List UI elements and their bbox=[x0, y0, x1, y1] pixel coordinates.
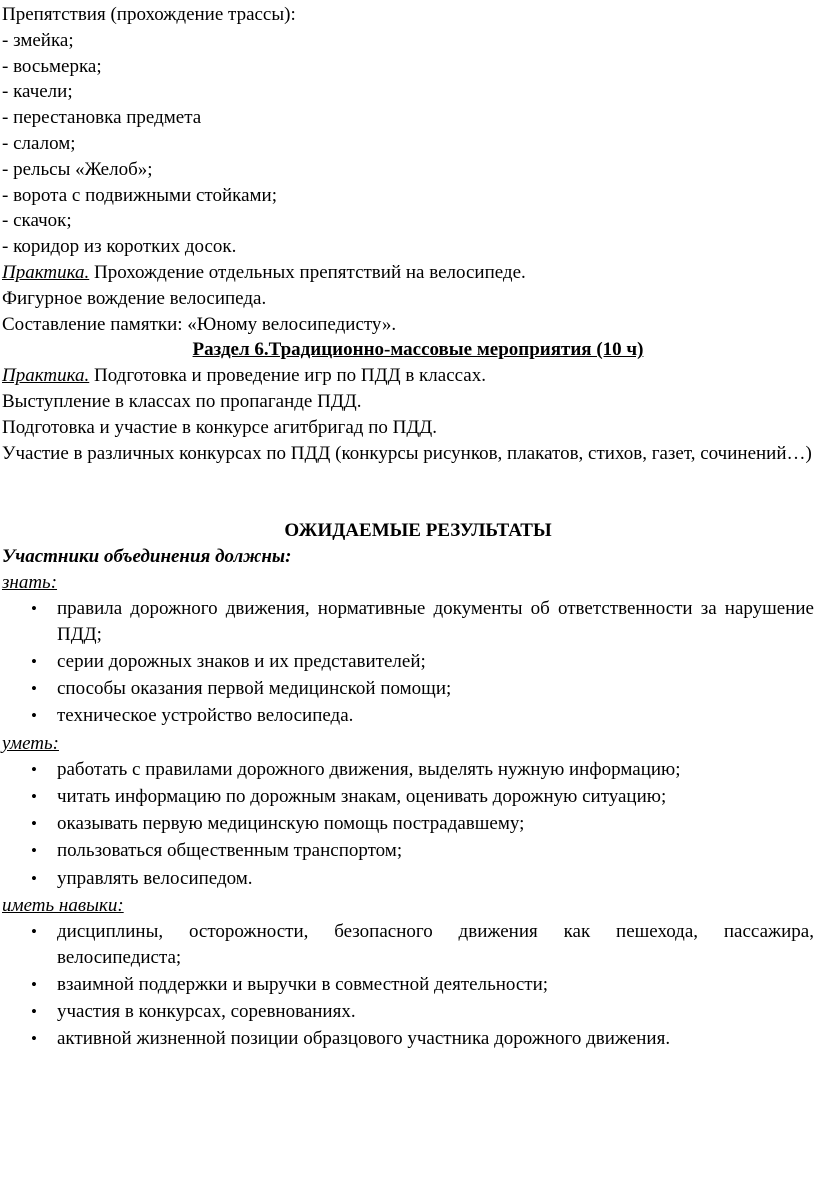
section-6-practice-line bbox=[2, 363, 814, 389]
section-6-heading: Раздел 6.Традиционно-массовые мероприятия (10 ч) bbox=[192, 339, 644, 361]
practice-text: Подготовка и проведение игр по ПДД в классах. bbox=[89, 365, 486, 387]
list-item: • правила дорожного движения, нормативные документы об ответственности за нарушение ПДД; bbox=[2, 596, 814, 648]
bullet-icon: • bbox=[31, 759, 37, 779]
bullet-icon: • bbox=[31, 814, 37, 834]
list-item: • читать информацию по дорожным знакам, оценивать дорожную ситуацию; bbox=[2, 784, 814, 810]
list-item: • взаимной поддержки и выручки в совместной деятельности; bbox=[2, 972, 814, 998]
list-item: • пользоваться общественным транспортом; bbox=[2, 838, 814, 864]
obstacle-item: - слалом; bbox=[2, 132, 76, 154]
know-list bbox=[2, 596, 814, 729]
list-item: • оказывать первую медицинскую помощь пострадавшему; bbox=[2, 811, 814, 837]
contests-paragraph: Участие в различных конкурсах по ПДД (конкурсы рисунков, плакатов, стихов, газет, сочинений…) bbox=[2, 442, 812, 464]
bullet-icon: • bbox=[31, 1002, 37, 1022]
list-item: • работать с правилами дорожного движения, выделять нужную информацию; bbox=[2, 757, 814, 783]
list-item: • управлять велосипедом. bbox=[2, 866, 814, 892]
text-line: Подготовка и участие в конкурсе агитбригад по ПДД. bbox=[2, 416, 438, 438]
bullet-icon: • bbox=[31, 974, 37, 994]
text-line: Выступление в классах по пропаганде ПДД. bbox=[2, 390, 362, 412]
practice-label: Практика. bbox=[2, 365, 90, 387]
bullet-icon: • bbox=[31, 598, 37, 618]
list-item: • активной жизненной позиции образцового участника дорожного движения. bbox=[2, 1026, 814, 1052]
know-label: знать: bbox=[2, 571, 58, 593]
able-label: уметь: bbox=[2, 732, 59, 754]
obstacle-item: - рельсы «Желоб»; bbox=[2, 158, 153, 180]
bullet-icon: • bbox=[31, 868, 37, 888]
skills-label: иметь навыки: bbox=[2, 895, 124, 916]
list-item: • серии дорожных знаков и их представителей; bbox=[2, 649, 814, 675]
obstacle-item: - восьмерка; bbox=[2, 55, 102, 77]
bullet-icon: • bbox=[31, 651, 37, 671]
list-item: • участия в конкурсах, соревнованиях. bbox=[2, 999, 814, 1025]
bullet-icon: • bbox=[31, 1029, 37, 1049]
results-title: ОЖИДАЕМЫЕ РЕЗУЛЬТАТЫ bbox=[284, 520, 552, 542]
text-line: Составление памятки: «Юному велосипедисту». bbox=[2, 313, 397, 335]
obstacle-item: - ворота с подвижными стойками; bbox=[2, 184, 277, 206]
practice-line bbox=[2, 260, 814, 286]
participants-heading: Участники объединения должны: bbox=[2, 546, 292, 568]
obstacle-item: - змейка; bbox=[2, 29, 74, 51]
bullet-icon: • bbox=[31, 706, 37, 726]
obstacle-item: - качели; bbox=[2, 81, 73, 103]
obstacle-item: - перестановка предмета bbox=[2, 107, 202, 129]
list-item: • техническое устройство велосипеда. bbox=[2, 703, 814, 729]
obstacle-item: - коридор из коротких досок. bbox=[2, 236, 237, 258]
practice-text: Прохождение отдельных препятствий на велосипеде. bbox=[89, 261, 526, 283]
obstacles-title: Препятствия (прохождение трассы): bbox=[2, 4, 296, 25]
bullet-icon: • bbox=[31, 786, 37, 806]
list-item: • способы оказания первой медицинской помощи; bbox=[2, 676, 814, 702]
practice-label: Практика. bbox=[2, 261, 90, 283]
skills-list bbox=[2, 919, 814, 1052]
obstacle-item: - скачок; bbox=[2, 210, 72, 232]
bullet-icon: • bbox=[31, 679, 37, 699]
able-list bbox=[2, 757, 814, 892]
bullet-icon: • bbox=[31, 841, 37, 861]
bullet-icon: • bbox=[31, 921, 37, 941]
text-line: Фигурное вождение велосипеда. bbox=[2, 287, 267, 309]
list-item: • дисциплины, осторожности, безопасного движения как пешехода, пассажира, велосипедиста; bbox=[2, 919, 814, 971]
